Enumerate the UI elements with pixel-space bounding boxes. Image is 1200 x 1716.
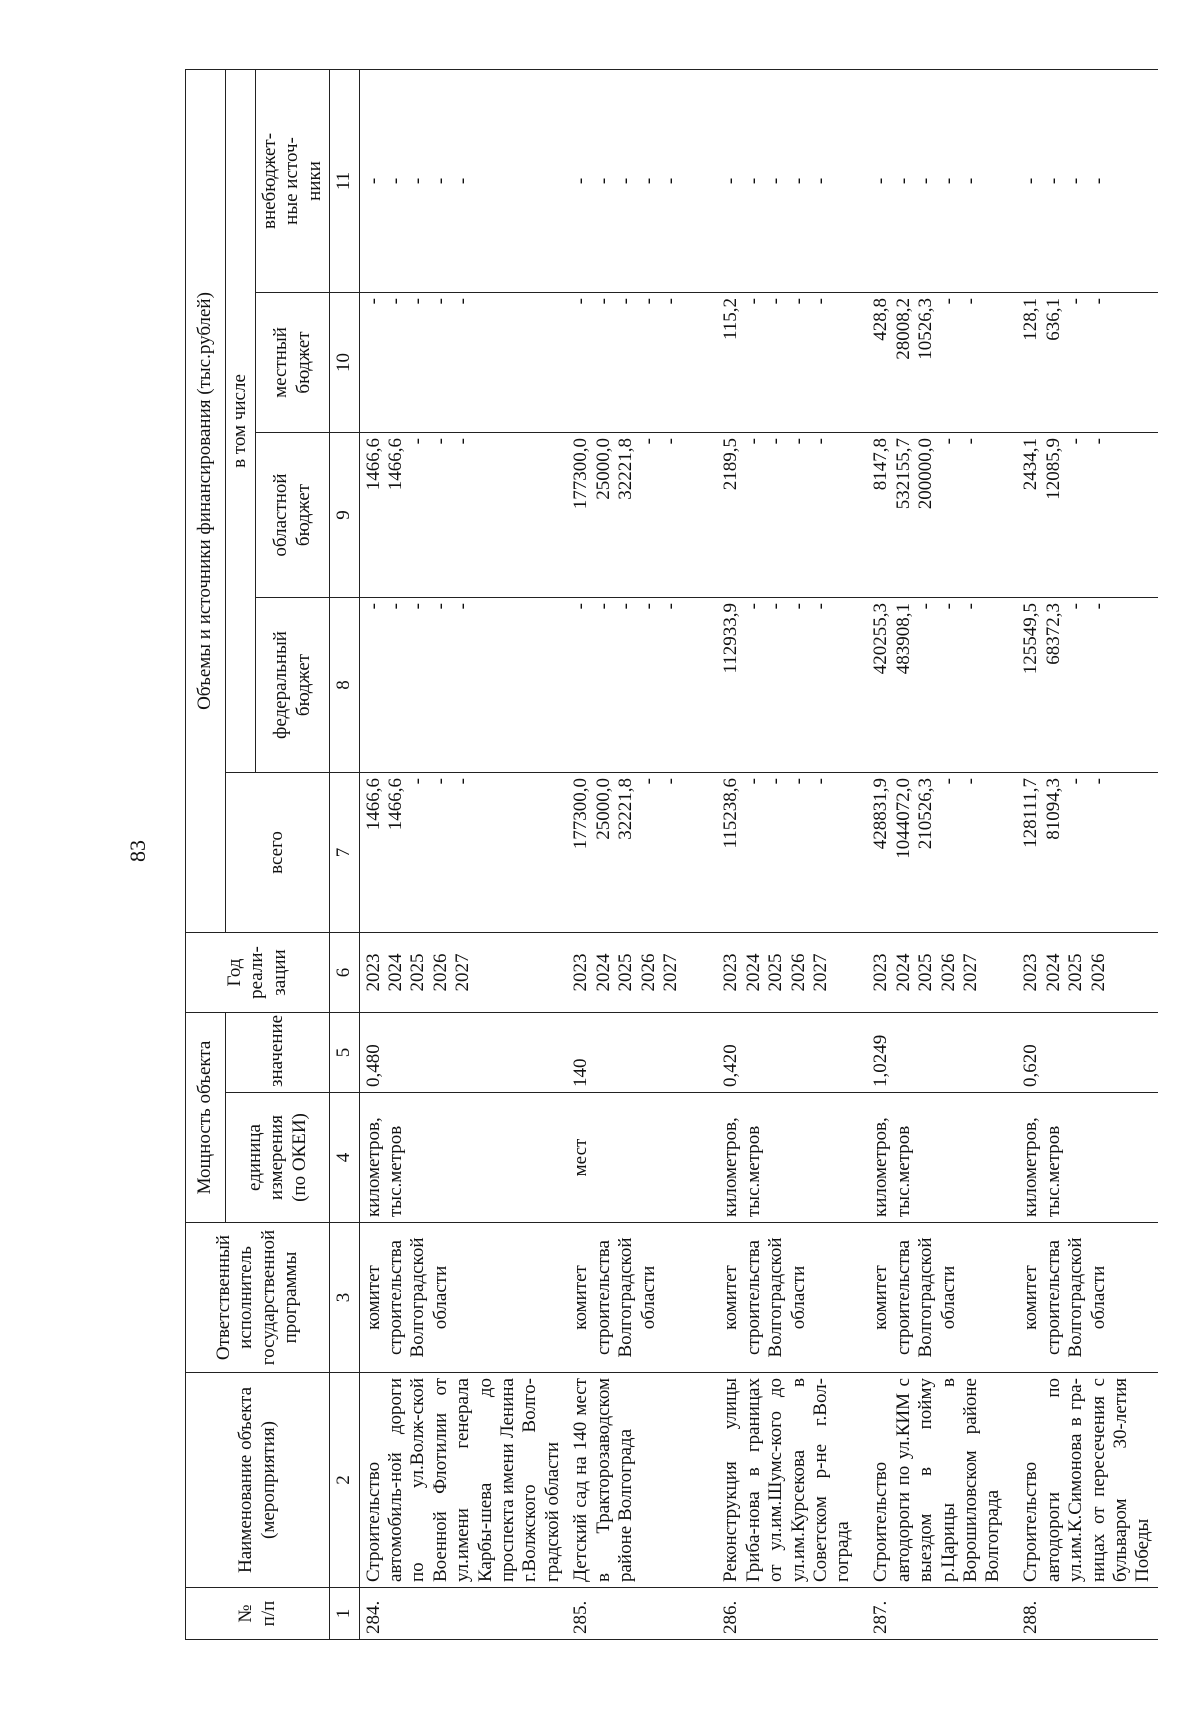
row-regional: 8147,8 532155,7 200000,0 - - (867, 433, 1017, 598)
header-num: № п/п (186, 1588, 330, 1640)
row-name: Строительство автодороги по ул.им.К.Симонова в гра-ницах от пересечения с бульваром 30-летия Победы (1017, 1373, 1157, 1588)
header-resp: Ответственный исполнитель государственной программы (186, 1223, 330, 1373)
header-total: всего (226, 773, 330, 933)
table-row (567, 69, 717, 1639)
row-num: 287. (867, 1588, 1017, 1640)
col-number: 4 (330, 1093, 359, 1223)
row-num: 288. (1017, 1588, 1157, 1640)
row-resp: комитет строительства Волгоградской области (1017, 1223, 1157, 1373)
header-value: значение (226, 1013, 330, 1093)
col-number: 9 (330, 433, 359, 598)
col-number: 2 (330, 1373, 359, 1588)
header-funding: Объемы и источники финансирования (тыс.рублей) (186, 69, 226, 932)
col-number: 8 (330, 598, 359, 773)
header-year: Год реали- зации (186, 933, 330, 1013)
row-total: 428831,9 1044072,0 210526,3 - - (867, 773, 1017, 933)
row-value: 140 (567, 1013, 717, 1093)
row-resp: комитет строительства Волгоградской области (717, 1223, 867, 1373)
row-years: 2023 2024 2025 2026 2027 (717, 933, 867, 1013)
financing-table (185, 69, 1158, 1640)
row-value: 0,620 (1017, 1013, 1157, 1093)
row-name: Строительство автодороги по ул.КИМ с выездом в пойму р.Царицы в Ворошиловском районе Волгограда (867, 1373, 1017, 1588)
row-extra: - - - - - (359, 69, 567, 292)
table-row (1017, 69, 1157, 1639)
column-number-row (330, 69, 359, 1639)
row-years: 2023 2024 2025 2026 2027 (867, 933, 1017, 1013)
header-capacity: Мощность объекта (186, 1013, 226, 1223)
col-number: 7 (330, 773, 359, 933)
row-federal: - - - - - (359, 598, 567, 773)
header-extra: внебюджет- ные источ- ники (256, 69, 330, 292)
row-local: 428,8 28008,2 10526,3 - - (867, 293, 1017, 433)
row-name: Строительство автомобиль-ной дороги по ул.Волж-ской Военной Флотилии от ул.имени генерала Карбы-шева до проспекта имени Ленина г.Волжского Волго-градской области (359, 1373, 567, 1588)
row-federal: 420255,3 483908,1 - - - (867, 598, 1017, 773)
row-resp: комитет строительства Волгоградской области (359, 1223, 567, 1373)
row-years: 2023 2024 2025 2026 (1017, 933, 1157, 1013)
rotated-page (185, 70, 1154, 1640)
header-name: Наименование объекта (мероприятия) (186, 1373, 330, 1588)
col-number: 10 (330, 293, 359, 433)
row-regional: 1466,6 1466,6 - - - (359, 433, 567, 598)
page-number: 83 (125, 840, 150, 862)
table-row (867, 69, 1017, 1639)
row-num: 286. (717, 1588, 867, 1640)
table-row (359, 69, 567, 1639)
row-years: 2023 2024 2025 2026 2027 (359, 933, 567, 1013)
row-extra: - - - - - (717, 69, 867, 292)
col-number: 1 (330, 1588, 359, 1640)
row-regional: 2189,5 - - - - (717, 433, 867, 598)
table-row (717, 69, 867, 1639)
row-num: 284. (359, 1588, 567, 1640)
row-local: 128,1 636,1 - - (1017, 293, 1157, 433)
row-total: 1466,6 1466,6 - - - (359, 773, 567, 933)
row-local: - - - - - (359, 293, 567, 433)
row-resp: комитет строительства Волгоградской области (567, 1223, 717, 1373)
row-name: Реконструкция улицы Гриба-нова в границах от ул.им.Шумс-кого до ул.им.Курсекова в Советском р-не г.Вол-гограда (717, 1373, 867, 1588)
row-value: 1,0249 (867, 1013, 1017, 1093)
row-federal: 112933,9 - - - - (717, 598, 867, 773)
row-extra: - - - - - (567, 69, 717, 292)
row-unit: километров, тыс.метров (867, 1093, 1017, 1223)
row-extra: - - - - (1017, 69, 1157, 292)
row-unit: мест (567, 1093, 717, 1223)
col-number: 6 (330, 933, 359, 1013)
header-federal: федеральный бюджет (256, 598, 330, 773)
col-number: 11 (330, 69, 359, 292)
row-local: 115,2 - - - - (717, 293, 867, 433)
row-value: 0,480 (359, 1013, 567, 1093)
row-total: 177300,0 25000,0 32221,8 - - (567, 773, 717, 933)
header-unit: единица измерения (по ОКЕИ) (226, 1093, 330, 1223)
row-unit: километров, тыс.метров (1017, 1093, 1157, 1223)
row-value: 0,420 (717, 1013, 867, 1093)
row-num: 285. (567, 1588, 717, 1640)
header-regional: областной бюджет (256, 433, 330, 598)
col-number: 5 (330, 1013, 359, 1093)
header-incl: в том числе (226, 69, 256, 772)
row-federal: 125549,5 68372,3 - - (1017, 598, 1157, 773)
row-regional: 177300,0 25000,0 32221,8 - - (567, 433, 717, 598)
row-resp: комитет строительства Волгоградской области (867, 1223, 1017, 1373)
row-regional: 2434,1 12085,9 - - (1017, 433, 1157, 598)
row-years: 2023 2024 2025 2026 2027 (567, 933, 717, 1013)
row-total: 115238,6 - - - - (717, 773, 867, 933)
row-name: Детский сад на 140 мест в Тракторозаводском районе Волгограда (567, 1373, 717, 1588)
row-federal: - - - - - (567, 598, 717, 773)
row-extra: - - - - - (867, 69, 1017, 292)
row-local: - - - - - (567, 293, 717, 433)
header-local: местный бюджет (256, 293, 330, 433)
row-unit: километров, тыс.метров (717, 1093, 867, 1223)
row-total: 128111,7 81094,3 - - (1017, 773, 1157, 933)
col-number: 3 (330, 1223, 359, 1373)
row-unit: километров, тыс.метров (359, 1093, 567, 1223)
